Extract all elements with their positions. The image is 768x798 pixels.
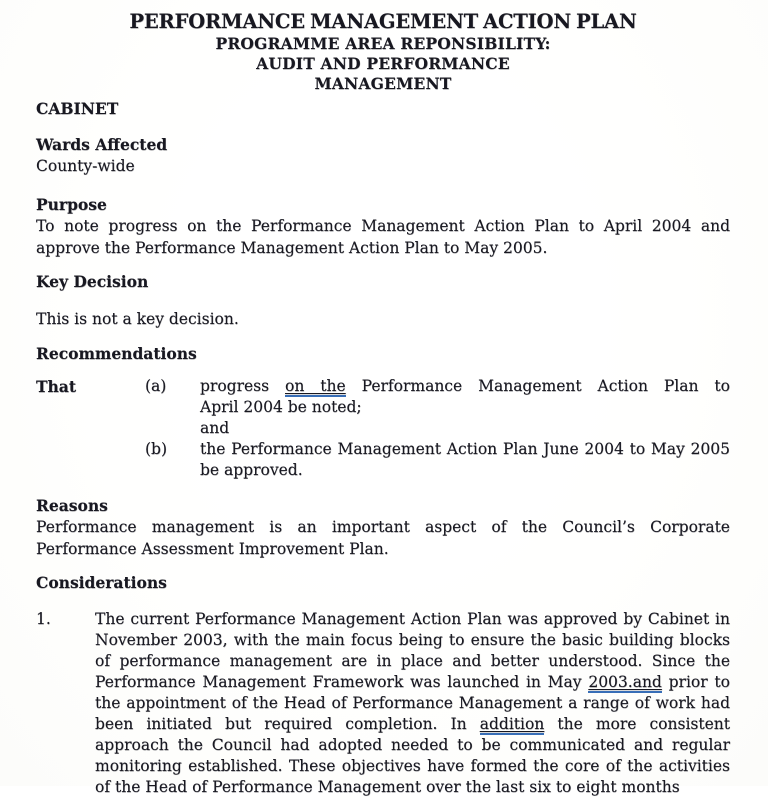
recommendation-a-line-1 — [200, 376, 730, 397]
recommendation-a-underlined-phrase: on the — [285, 377, 346, 395]
section-reasons — [36, 495, 730, 560]
document-header — [36, 10, 730, 94]
document-title: PERFORMANCE MANAGEMENT ACTION PLAN — [129, 10, 637, 33]
recommendation-a-line-3: and — [200, 419, 230, 437]
considerations-underlined-phrase-1: 2003.and — [588, 673, 662, 691]
considerations-item-1-number: 1. — [36, 610, 51, 628]
considerations-underlined-phrase-2: addition — [479, 715, 545, 733]
recommendation-a-text-post: Performance Management Action Plan to — [345, 377, 730, 395]
recommendations-lead-spacer — [36, 439, 145, 481]
recommendation-a-line-2: April 2004 be noted; — [200, 398, 362, 416]
considerations-item-1 — [36, 609, 730, 798]
subtitle-line-3: MANAGEMENT — [314, 74, 452, 93]
committee-label: CABINET — [36, 99, 119, 118]
subtitle-line-1: PROGRAMME AREA REPONSIBILITY: — [215, 34, 551, 53]
recommendations-list — [36, 376, 730, 481]
recommendation-b-text — [200, 439, 730, 481]
considerations-item-1-paragraph — [95, 609, 730, 798]
wards-affected-value: County-wide — [36, 157, 135, 175]
recommendations-heading: Recommendations — [36, 344, 197, 363]
section-purpose — [36, 194, 730, 259]
considerations-heading: Considerations — [36, 573, 167, 592]
recommendation-a-label: (a) — [145, 377, 167, 395]
reasons-paragraph: Performance management is an important aspect of the Council’s Corporate Performance Assessment Improvement Plan. — [36, 518, 730, 558]
section-considerations — [36, 572, 730, 798]
key-decision-statement: This is not a key decision. — [36, 310, 239, 328]
recommendations-lead: That — [36, 377, 77, 396]
recommendation-a-text — [200, 376, 730, 439]
wards-affected-heading: Wards Affected — [36, 135, 168, 154]
considerations-segment-2: prior to the appointment of the Head of Performance Management a range of work had been initiated but required completion. In — [95, 673, 730, 733]
purpose-heading: Purpose — [36, 195, 107, 214]
section-key-decision — [36, 271, 730, 330]
considerations-segment-3: the more consistent approach the Council had adopted needed to be communicated and regular monitoring established. These objectives have formed the core of the activities of the Head of Performance Management over the last six to eight months — [95, 715, 730, 796]
considerations-segment-1: The current Performance Management Action Plan was approved by Cabinet in November 2003, with the main focus being to ensure the basic building blocks of performance management are in place and better understood. Since the Performance Management Framework was launched in May — [95, 610, 730, 691]
purpose-paragraph: To note progress on the Performance Management Action Plan to April 2004 and approve the Performance Management Action Plan to May 2005. — [36, 217, 730, 257]
key-decision-heading: Key Decision — [36, 272, 149, 291]
recommendation-a-text-pre: progress — [200, 377, 286, 395]
recommendation-b-line-1: the Performance Management Action Plan June 2004 to May 2005 — [200, 440, 730, 458]
section-recommendations — [36, 343, 730, 481]
section-wards-affected — [36, 134, 730, 177]
recommendation-b-label: (b) — [145, 440, 168, 458]
recommendation-b-line-2: be approved. — [200, 461, 303, 479]
reasons-heading: Reasons — [36, 496, 108, 515]
subtitle-line-2: AUDIT AND PERFORMANCE — [256, 54, 510, 73]
